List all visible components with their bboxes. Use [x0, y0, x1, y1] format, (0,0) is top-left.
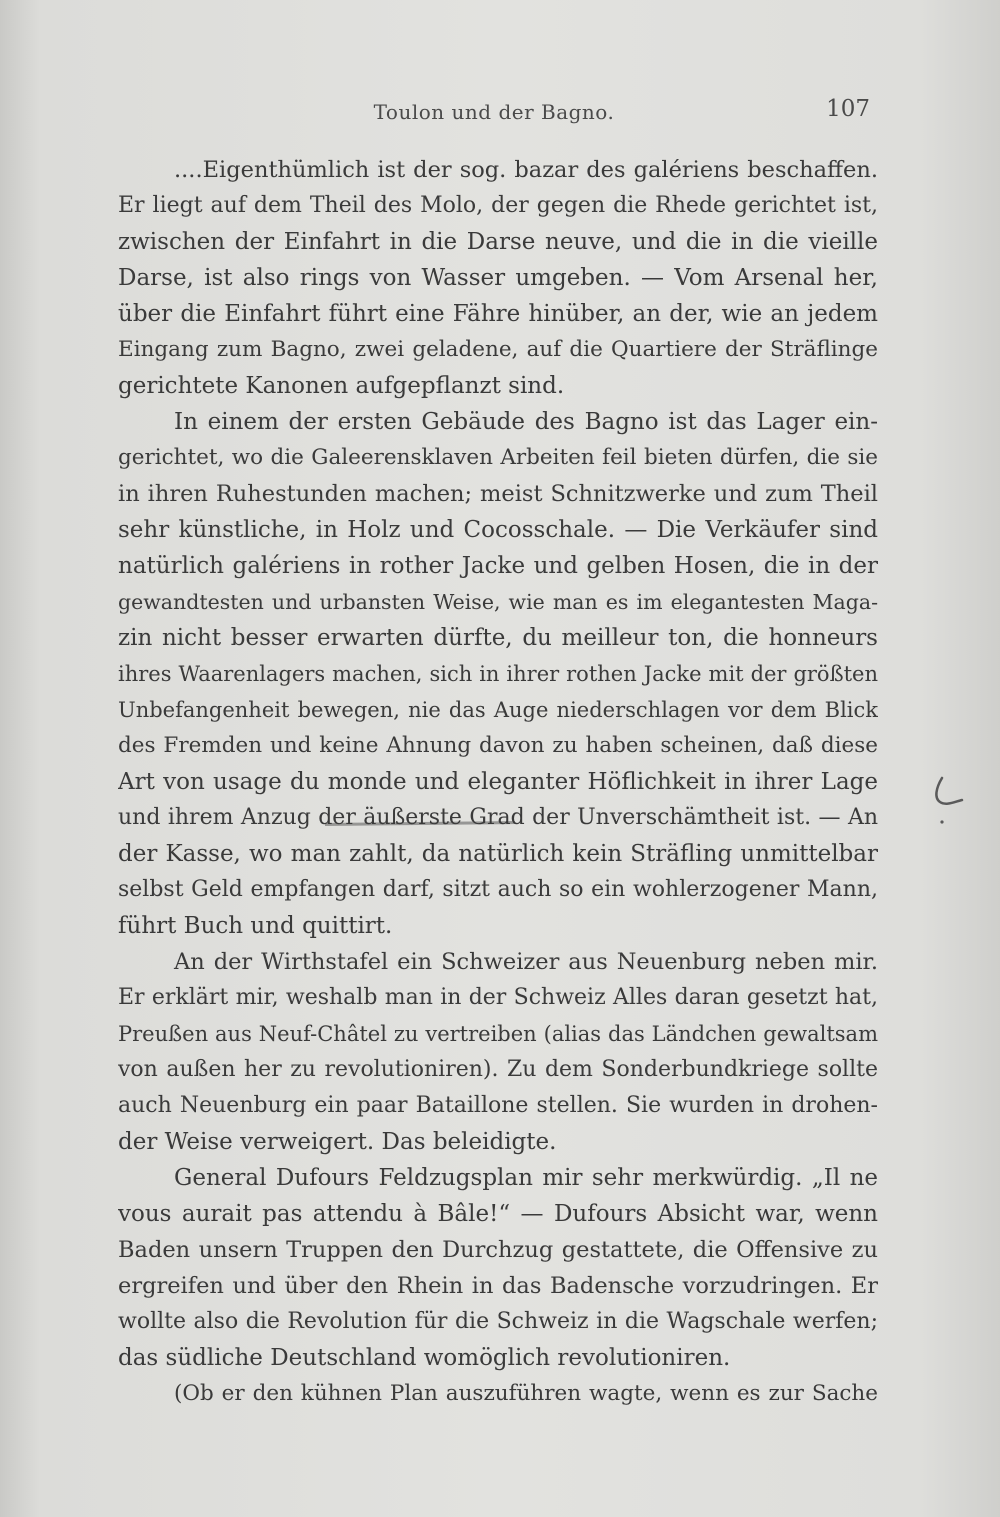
text-line: selbst Geld empfangen darf, sitzt auch so ein wohlerzogener Mann,: [118, 877, 878, 902]
text-line: natürlich galériens in rother Jacke und gelben Hosen, die in der: [118, 553, 878, 579]
text-line: gewandtesten und urbansten Weise, wie man es im elegantesten Maga-: [118, 590, 878, 614]
text-line: gerichtet, wo die Galeerensklaven Arbeiten feil bieten dürfen, die sie: [118, 445, 878, 470]
text-line: wollte also die Revolution für die Schweiz in die Wagschale werfen;: [118, 1309, 878, 1334]
text-line: des Fremden und keine Ahnung davon zu haben scheinen, daß diese: [118, 733, 878, 758]
text-line: Unbefangenheit bewegen, nie das Auge niederschlagen vor dem Blick: [118, 698, 878, 722]
text-line: auch Neuenburg ein paar Bataillone stellen. Sie wurden in drohen-: [118, 1093, 878, 1118]
text-line: ergreifen und über den Rhein in das Badensche vorzudringen. Er: [118, 1273, 878, 1299]
text-line: ihres Waarenlagers machen, sich in ihrer rothen Jacke mit der größten: [118, 662, 878, 686]
text-line: über die Einfahrt führt eine Fähre hinüber, an der, wie an jedem: [118, 301, 878, 327]
text-line: ....Eigenthümlich ist der sog. bazar des galériens beschaffen.: [174, 157, 878, 183]
text-line: Eingang zum Bagno, zwei geladene, auf die Quartiere der Sträflinge: [118, 337, 878, 362]
text-line: Darse, ist also rings von Wasser umgeben. — Vom Arsenal her,: [118, 265, 878, 291]
text-line: in ihren Ruhestunden machen; meist Schnitzwerke und zum Theil: [118, 481, 878, 507]
text-line: An der Wirthstafel ein Schweizer aus Neuenburg neben mir.: [174, 949, 878, 975]
text-line: sehr künstliche, in Holz und Cocosschale. — Die Verkäufer sind: [118, 517, 878, 543]
text-line: Preußen aus Neuf-Châtel zu vertreiben (alias das Ländchen gewaltsam: [118, 1022, 878, 1046]
text-line: der Weise verweigert. Das beleidigte.: [118, 1129, 557, 1155]
running-title: Toulon und der Bagno.: [373, 100, 615, 124]
text-line: Art von usage du monde und eleganter Höflichkeit in ihrer Lage: [118, 769, 878, 795]
body-text: [118, 152, 878, 1412]
text-line: Er liegt auf dem Theil des Molo, der gegen die Rhede gerichtet ist,: [118, 193, 878, 218]
text-line: General Dufours Feldzugsplan mir sehr merkwürdig. „Il ne: [174, 1165, 878, 1191]
text-line: (Ob er den kühnen Plan auszuführen wagte, wenn es zur Sache: [174, 1381, 878, 1406]
text-line: zwischen der Einfahrt in die Darse neuve, und die in die vieille: [118, 229, 878, 255]
text-line: zin nicht besser erwarten dürfte, du meilleur ton, die honneurs: [118, 625, 878, 651]
page-number: 107: [826, 96, 870, 122]
text-line: vous aurait pas attendu à Bâle!“ — Dufours Absicht war, wenn: [118, 1201, 878, 1227]
text-line: In einem der ersten Gebäude des Bagno ist das Lager ein-: [174, 409, 878, 435]
text-line: der Kasse, wo man zahlt, da natürlich kein Sträfling unmittelbar: [118, 841, 878, 867]
running-header: [118, 96, 870, 136]
text-line: das südliche Deutschland womöglich revolutioniren.: [118, 1345, 731, 1371]
pencil-margin-mark-icon: [928, 770, 968, 830]
text-line: Baden unsern Truppen den Durchzug gestattete, die Offensive zu: [118, 1237, 878, 1263]
text-line: und ihrem Anzug der äußerste Grad der Unverschämtheit ist. — An: [118, 805, 878, 830]
text-line: Er erklärt mir, weshalb man in der Schweiz Alles daran gesetzt hat,: [118, 985, 878, 1010]
text-line: führt Buch und quittirt.: [118, 913, 393, 939]
text-line: von außen her zu revolutioniren). Zu dem Sonderbundkriege sollte: [118, 1057, 878, 1082]
text-line: gerichtete Kanonen aufgepflanzt sind.: [118, 373, 565, 399]
